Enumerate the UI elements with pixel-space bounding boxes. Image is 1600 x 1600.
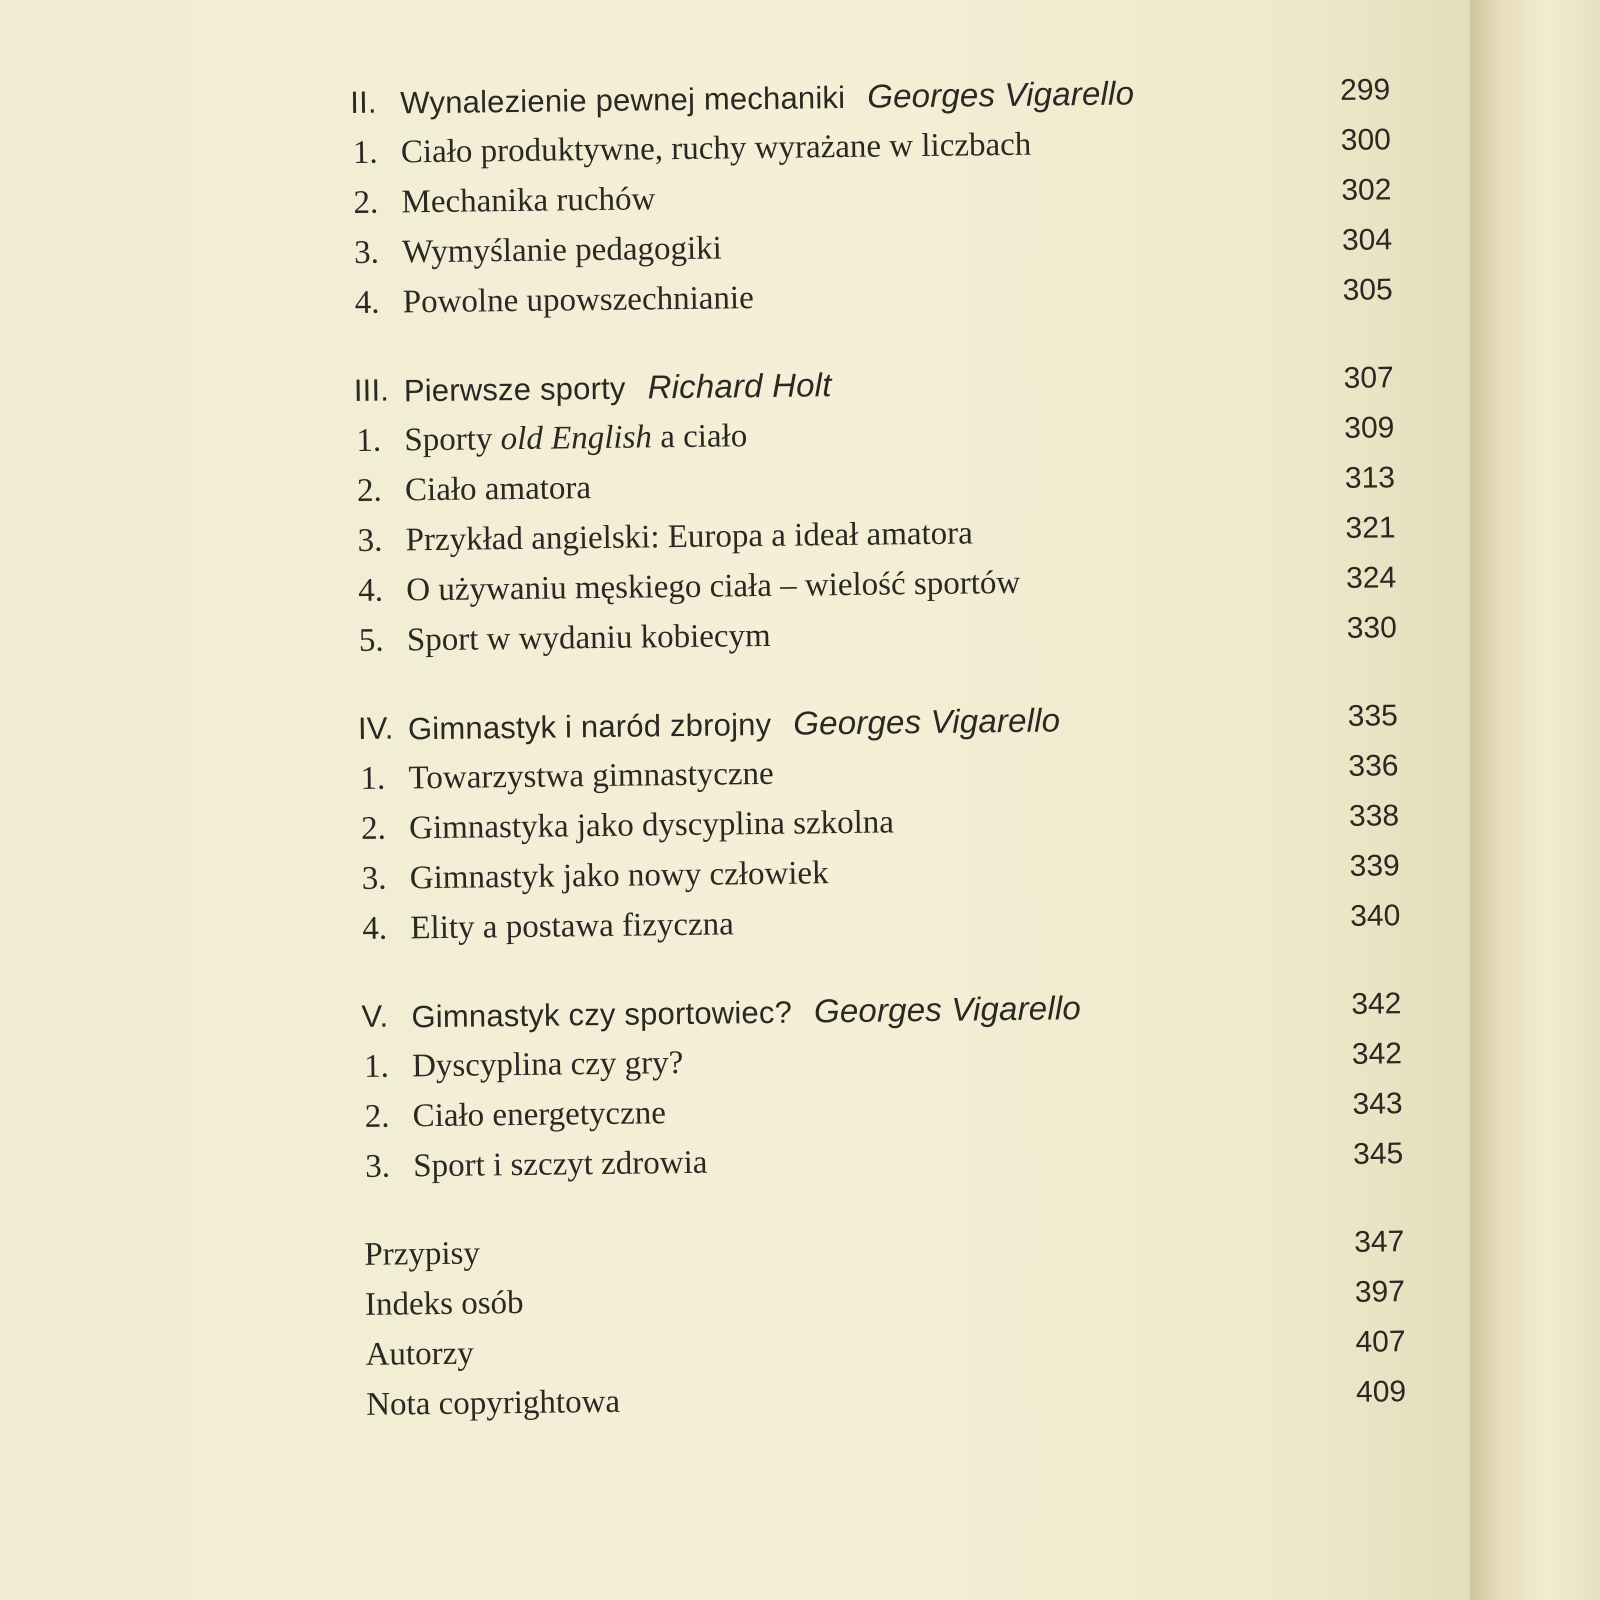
page-number: 309 [1344, 411, 1395, 445]
page-number: 338 [1348, 799, 1400, 833]
page-number: 347 [1354, 1225, 1405, 1259]
page-number: 343 [1352, 1087, 1403, 1121]
entry-number: 3. [357, 522, 383, 559]
entry-title: Ciało amatora [404, 470, 592, 509]
section-title: Gimnastyk czy sportowiec? Georges Vigarello [411, 989, 1082, 1035]
entry-title: Ciało energetyczne [412, 1095, 667, 1135]
page-number: 330 [1346, 611, 1397, 645]
section-title: Wynalezienie pewnej mechaniki Georges Vigarello [400, 74, 1135, 121]
entry-title: Autorzy [365, 1335, 474, 1373]
page-number: 324 [1345, 561, 1397, 595]
toc-section [354, 353, 1438, 666]
page-number: 304 [1341, 223, 1393, 257]
entry-number: 4. [358, 572, 384, 609]
entry-number: 2. [353, 184, 379, 221]
page-number: 342 [1351, 987, 1402, 1021]
page-number: 409 [1355, 1375, 1407, 1409]
entry-number: 1. [352, 134, 378, 171]
section-number: II. [350, 84, 377, 120]
page-number: 339 [1349, 849, 1400, 883]
entry-title: Nota copyrightowa [365, 1383, 621, 1423]
entry-number: 3. [353, 234, 380, 271]
entry-title: Gimnastyk jako nowy człowiek [409, 855, 829, 897]
page-number: 397 [1354, 1275, 1406, 1309]
entry-number: 5. [358, 622, 384, 659]
page-number: 305 [1342, 273, 1393, 307]
section-author: Georges Vigarello [793, 701, 1061, 742]
entry-number: 1. [356, 422, 382, 459]
entry-title: Sport w wydaniu kobiecym [406, 617, 771, 659]
section-title: Pierwsze sporty Richard Holt [403, 366, 832, 409]
page-edge [1470, 0, 1600, 1600]
entry-number: 1. [360, 760, 386, 797]
toc-section [358, 691, 1441, 954]
section-author: Georges Vigarello [866, 74, 1135, 115]
section-title: Gimnastyk i naród zbrojny Georges Vigarello [407, 701, 1061, 747]
entry-number: 4. [354, 284, 380, 321]
page-number: 336 [1348, 749, 1399, 783]
entry-number: 2. [364, 1098, 390, 1135]
page-number: 340 [1350, 899, 1401, 933]
entry-number: 3. [361, 860, 387, 897]
entry-title: Ciało produktywne, ruchy wyrażane w liczbach [400, 126, 1032, 171]
section-number: III. [353, 372, 390, 408]
entry-title: Sport i szczyt zdrowia [413, 1144, 708, 1185]
page-number: 345 [1352, 1137, 1404, 1171]
entry-title: Elity a postawa fizyczna [410, 906, 735, 947]
entry-title: Wymyślanie pedagogiki [401, 230, 723, 271]
entry-title: Gimnastyka jako dyscyplina szkolna [408, 804, 895, 847]
page-number: 321 [1345, 511, 1396, 545]
section-number: IV. [357, 710, 394, 746]
page-number: 307 [1343, 361, 1394, 395]
section-author: Georges Vigarello [813, 989, 1082, 1030]
page-number: 299 [1339, 73, 1391, 107]
entry-number: 1. [363, 1048, 390, 1085]
entry-number: 3. [365, 1148, 391, 1185]
section-number: V. [361, 998, 389, 1034]
entry-title: Powolne upowszechnianie [402, 280, 754, 321]
entry-number: 2. [360, 810, 387, 847]
entry-title: Sporty old English a ciało [404, 418, 748, 459]
entry-title: Mechanika ruchów [401, 181, 656, 221]
section-author: Richard Holt [647, 366, 832, 406]
entry-title: Przypisy [364, 1235, 481, 1273]
page-number: 313 [1344, 461, 1396, 495]
page-number: 335 [1347, 699, 1399, 733]
entry-title: Towarzystwa gimnastyczne [408, 755, 774, 797]
toc-section [361, 979, 1443, 1192]
table-of-contents [350, 65, 1447, 1468]
page-number: 342 [1351, 1037, 1403, 1071]
entry-title: Dyscyplina czy gry? [411, 1045, 684, 1085]
toc-end-matter [364, 1217, 1446, 1430]
entry-title: O używaniu męskiego ciała – wielość sportów [406, 564, 1021, 609]
page-number: 300 [1340, 123, 1392, 157]
entry-number: 2. [356, 472, 383, 509]
page-number: 302 [1341, 173, 1392, 207]
page-number: 407 [1355, 1325, 1406, 1359]
entry-title: Indeks osób [364, 1284, 524, 1323]
entry-number: 4. [362, 910, 388, 947]
toc-section [350, 65, 1433, 328]
entry-title: Przykład angielski: Europa a ideał amatora [405, 515, 974, 559]
